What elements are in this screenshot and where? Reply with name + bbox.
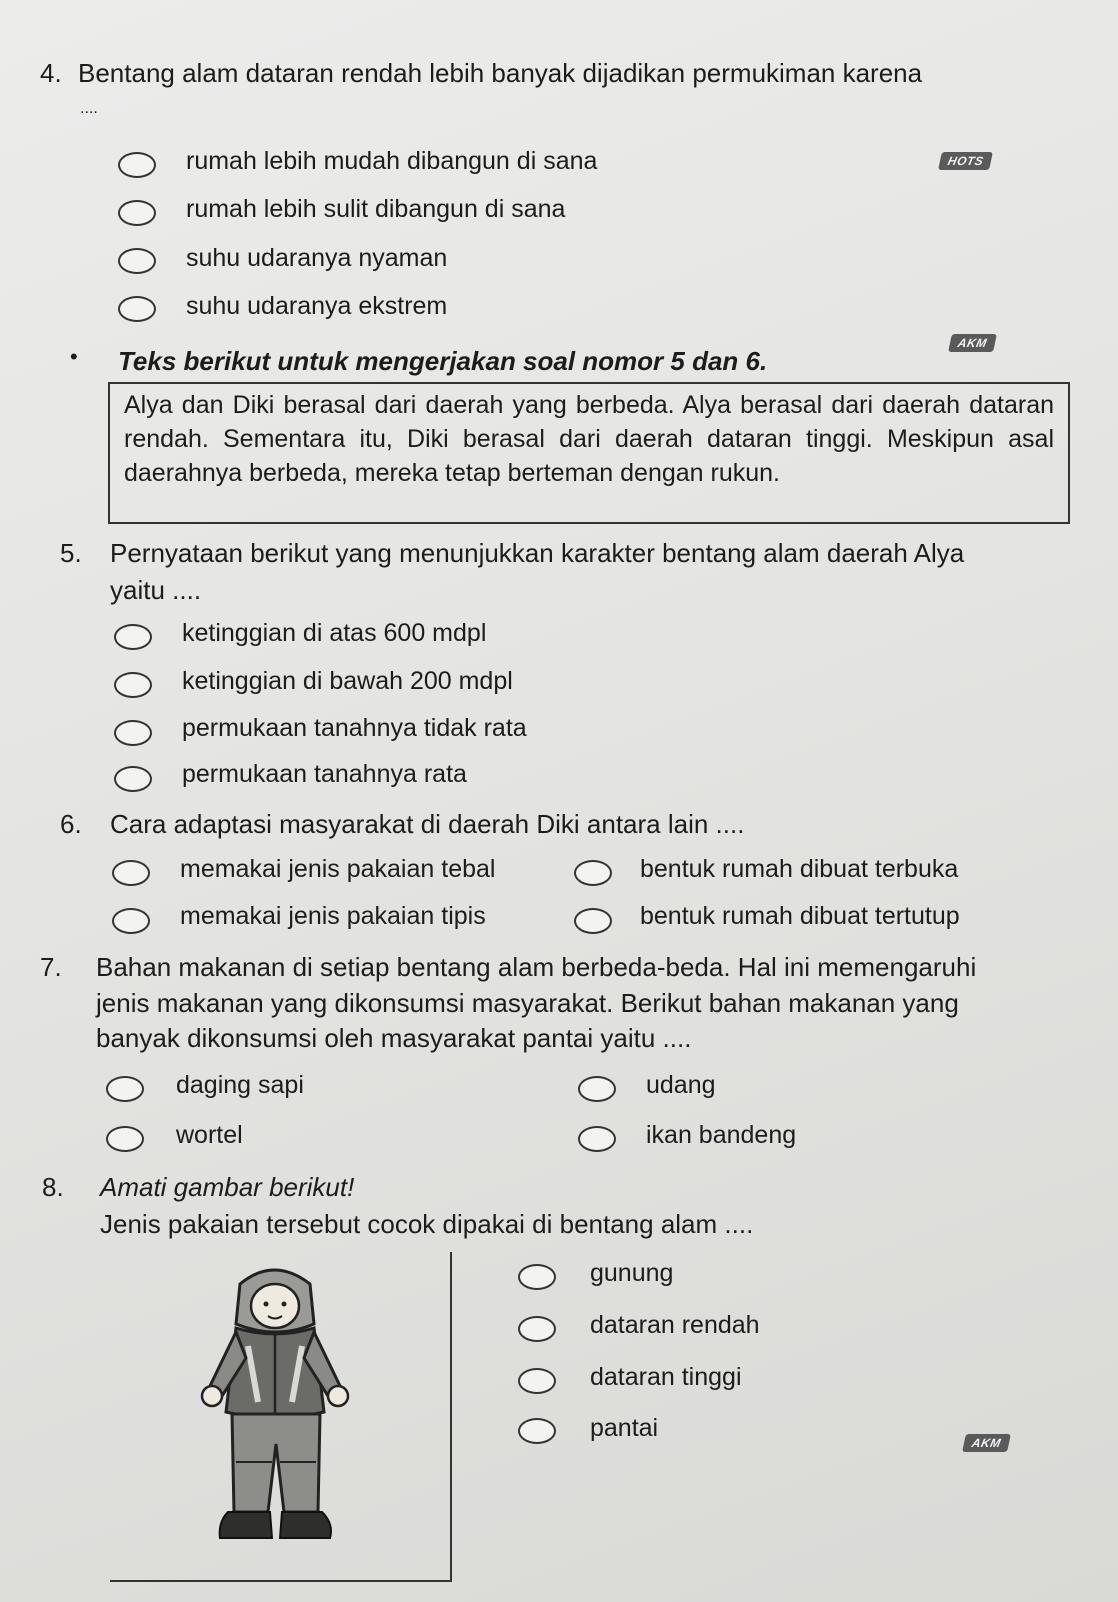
q7-option-a-radio[interactable] <box>106 1076 144 1102</box>
q6-option-a-label: memakai jenis pakaian tebal <box>180 855 496 883</box>
q8-option-b-radio[interactable] <box>518 1316 556 1342</box>
q8-instruction: Amati gambar berikut! <box>100 1172 355 1202</box>
intro-bullet: • <box>70 344 78 369</box>
q5-option-a-radio[interactable] <box>114 624 152 650</box>
q5-option-d-label: permukaan tanahnya rata <box>182 760 467 788</box>
q8-badge: AKM <box>962 1434 1011 1452</box>
q7-option-c-radio[interactable] <box>106 1126 144 1152</box>
q5-option-b-radio[interactable] <box>114 672 152 698</box>
q8-number: 8. <box>42 1172 64 1202</box>
q6-number: 6. <box>60 809 82 839</box>
q7-text-line3: banyak dikonsumsi oleh masyarakat pantai yaitu .... <box>96 1023 692 1053</box>
q7-option-d-radio[interactable] <box>578 1126 616 1152</box>
q6-option-c-label: memakai jenis pakaian tipis <box>180 902 486 930</box>
q4-badge: HOTS <box>938 152 993 170</box>
q5-option-b-label: ketinggian di bawah 200 mdpl <box>182 667 513 695</box>
q4-option-b-radio[interactable] <box>118 200 156 226</box>
q8-option-d-label: pantai <box>590 1414 659 1442</box>
q6-option-a-radio[interactable] <box>112 860 150 886</box>
q7-option-b-label: udang <box>646 1071 716 1099</box>
q6-option-b-label: bentuk rumah dibuat terbuka <box>640 855 959 883</box>
q5-text-line2: yaitu .... <box>110 575 202 605</box>
q4-option-a-radio[interactable] <box>118 152 156 178</box>
q8-option-c-radio[interactable] <box>518 1368 556 1394</box>
q4-option-c-label: suhu udaranya nyaman <box>186 244 448 272</box>
q8-option-a-label: gunung <box>590 1259 674 1287</box>
q7-option-c-label: wortel <box>176 1121 243 1149</box>
q8-option-b-label: dataran rendah <box>590 1311 760 1339</box>
q4-ellipsis: .... <box>80 100 98 117</box>
reading-passage <box>108 382 1070 524</box>
q6-option-c-radio[interactable] <box>112 908 150 934</box>
passage-text: Alya dan Diki berasal dari daerah yang berbeda. Alya berasal dari daerah dataran rendah. Sementara itu, Diki berasal dari daerah dataran tinggi. Meskipun asal daerahnya berbeda, mereka tetap berteman dengan rukun. <box>124 391 1054 487</box>
q8-text: Jenis pakaian tersebut cocok dipakai di bentang alam .... <box>100 1209 754 1239</box>
q7-text-line1: Bahan makanan di setiap bentang alam berbeda-beda. Hal ini memengaruhi <box>96 952 977 982</box>
q4-text: Bentang alam dataran rendah lebih banyak dijadikan permukiman karena <box>78 58 923 88</box>
q6-option-b-radio[interactable] <box>574 860 612 886</box>
q4-option-b-label: rumah lebih sulit dibangun di sana <box>186 195 566 223</box>
q5-number: 5. <box>60 538 82 568</box>
q6-option-d-label: bentuk rumah dibuat tertutup <box>640 902 960 930</box>
q7-option-b-radio[interactable] <box>578 1076 616 1102</box>
q8-option-d-radio[interactable] <box>518 1418 556 1444</box>
q4-option-d-label: suhu udaranya ekstrem <box>186 292 448 320</box>
q6-option-d-radio[interactable] <box>574 908 612 934</box>
q5-option-c-label: permukaan tanahnya tidak rata <box>182 714 527 742</box>
q7-text-line2: jenis makanan yang dikonsumsi masyarakat. Berikut bahan makanan yang <box>96 988 959 1018</box>
q8-option-c-label: dataran tinggi <box>590 1363 742 1391</box>
intro-badge: AKM <box>948 334 997 352</box>
q4-option-d-radio[interactable] <box>118 296 156 322</box>
q8-option-a-radio[interactable] <box>518 1264 556 1290</box>
q5-option-d-radio[interactable] <box>114 766 152 792</box>
child-in-winter-jacket-illustration <box>196 1262 356 1558</box>
q4-number: 4. <box>40 58 62 88</box>
q5-text-line1: Pernyataan berikut yang menunjukkan karakter bentang alam daerah Alya <box>110 538 965 568</box>
q6-text: Cara adaptasi masyarakat di daerah Diki antara lain .... <box>110 809 745 839</box>
q4-option-a-label: rumah lebih mudah dibangun di sana <box>186 147 598 175</box>
q7-option-a-label: daging sapi <box>176 1071 304 1099</box>
q4-option-c-radio[interactable] <box>118 248 156 274</box>
q5-option-a-label: ketinggian di atas 600 mdpl <box>182 619 487 647</box>
q7-number: 7. <box>40 952 62 982</box>
intro-text: Teks berikut untuk mengerjakan soal nomor 5 dan 6. <box>118 346 768 376</box>
q5-option-c-radio[interactable] <box>114 720 152 746</box>
q7-option-d-label: ikan bandeng <box>646 1121 797 1149</box>
